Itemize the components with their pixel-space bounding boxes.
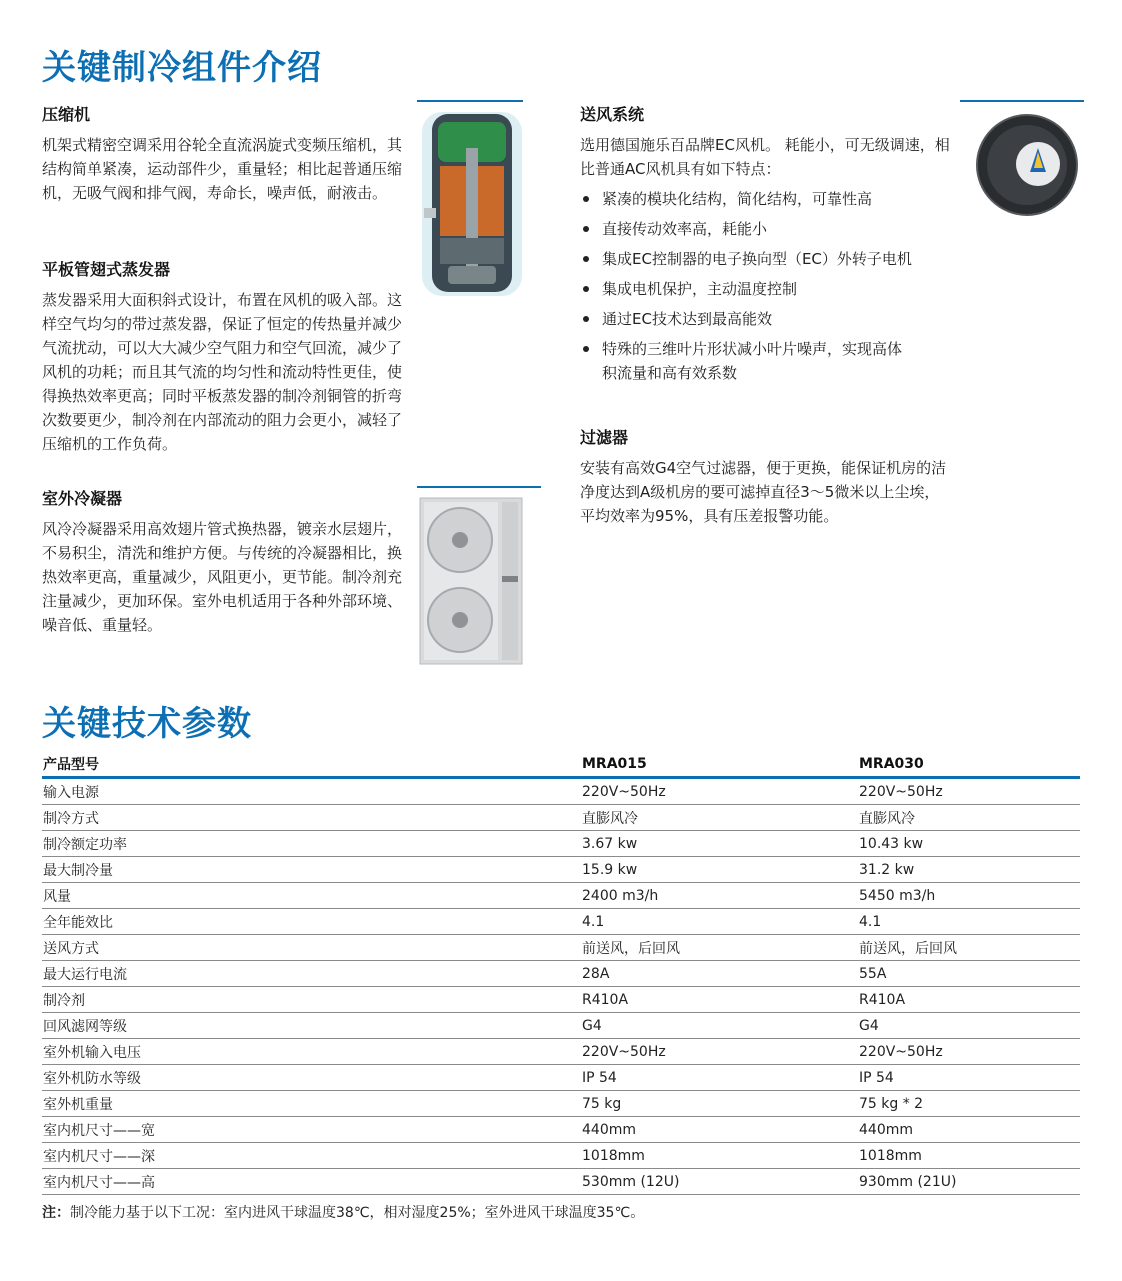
spec-label-cell: 最大制冷量: [42, 857, 581, 883]
fan-heading: 送风系统: [580, 105, 645, 124]
spec-mra030-cell: 55A: [858, 961, 1080, 987]
spec-mra015-cell: 440mm: [581, 1117, 858, 1143]
note-label: 注：: [42, 1205, 70, 1221]
compressor-text: 机架式精密空调采用谷轮全直流涡旋式变频压缩机，其结构简单紧凑，运动部件少，重量轻；相比起普通压缩机，无吸气阀和排气阀，寿命长，噪声低，耐液击。: [42, 136, 403, 202]
spec-label-cell: 回风滤网等级: [42, 1013, 581, 1039]
spec-label-cell: 室内机尺寸——高: [42, 1169, 581, 1195]
fan-feature-item: 通过EC技术达到最高能效: [580, 307, 952, 331]
table-row: [42, 857, 1080, 883]
spec-label-cell: 室外机重量: [42, 1091, 581, 1117]
spec-mra030-cell: 930mm (21U): [858, 1169, 1080, 1195]
spec-mra030-cell: 直膨风冷: [858, 805, 1080, 831]
spec-label-cell: 室外机输入电压: [42, 1039, 581, 1065]
evaporator-text: 蒸发器采用大面积斜式设计，布置在风机的吸入部。这样空气均匀的带过蒸发器，保证了恒定的传热量并减少气流扰动，可以大大减少空气阻力和空气回流，减少了风机的功耗；而且其气流的均匀性和流动特性更佳，使得换热效率更高；同时平板蒸发器的制冷剂铜管的折弯次数要更少，制冷剂在内部流动的阻力会更小，减轻了压缩机的工作负荷。: [42, 291, 403, 453]
spec-mra015-cell: 4.1: [581, 909, 858, 935]
section-title-components: 关键制冷组件介绍: [42, 48, 322, 88]
fan-feature-item: 集成EC控制器的电子换向型（EC）外转子电机: [580, 247, 952, 271]
spec-mra030-cell: 4.1: [858, 909, 1080, 935]
spec-label-cell: 风量: [42, 883, 581, 909]
spec-mra030-cell: 440mm: [858, 1117, 1080, 1143]
fan-section: [580, 102, 952, 391]
spec-mra030-cell: IP 54: [858, 1065, 1080, 1091]
spec-label-cell: 室内机尺寸——宽: [42, 1117, 581, 1143]
spec-mra015-cell: 75 kg: [581, 1091, 858, 1117]
spec-mra030-cell: R410A: [858, 987, 1080, 1013]
compressor-heading: 压缩机: [42, 105, 91, 124]
fan-feature-list: [580, 187, 952, 385]
spec-mra030-cell: 1018mm: [858, 1143, 1080, 1169]
spec-mra015-cell: G4: [581, 1013, 858, 1039]
note-text: 制冷能力基于以下工况：室内进风干球温度38℃，相对湿度25%；室外进风干球温度35℃。: [70, 1205, 645, 1221]
header-mra030: MRA030: [858, 752, 1080, 778]
condenser-image-rule: [417, 486, 541, 488]
spec-mra030-cell: 220V~50Hz: [858, 1039, 1080, 1065]
table-row: [42, 961, 1080, 987]
table-row: [42, 909, 1080, 935]
evaporator-heading: 平板管翅式蒸发器: [42, 260, 171, 279]
table-row: [42, 1117, 1080, 1143]
compressor-image: [418, 108, 528, 300]
spec-mra030-cell: 31.2 kw: [858, 857, 1080, 883]
spec-label-cell: 制冷剂: [42, 987, 581, 1013]
spec-mra030-cell: 前送风，后回风: [858, 935, 1080, 961]
table-row: [42, 1143, 1080, 1169]
header-product-model: 产品型号: [42, 752, 581, 778]
spec-mra030-cell: G4: [858, 1013, 1080, 1039]
table-row: [42, 1065, 1080, 1091]
spec-mra015-cell: 2400 m3/h: [581, 883, 858, 909]
spec-label-cell: 送风方式: [42, 935, 581, 961]
spec-mra015-cell: 220V~50Hz: [581, 1039, 858, 1065]
table-row: [42, 987, 1080, 1013]
ec-fan-image: [976, 112, 1078, 218]
compressor-image-rule: [417, 100, 523, 102]
condenser-section: [42, 486, 408, 637]
table-row: [42, 805, 1080, 831]
compressor-section: [42, 102, 408, 205]
fan-feature-item: 直接传动效率高，耗能小: [580, 217, 952, 241]
fan-feature-item: 集成电机保护，主动温度控制: [580, 277, 952, 301]
spec-mra015-cell: 前送风，后回风: [581, 935, 858, 961]
table-row: [42, 831, 1080, 857]
table-row: [42, 1039, 1080, 1065]
section-title-specs: 关键技术参数: [42, 704, 252, 744]
spec-mra030-cell: 220V~50Hz: [858, 778, 1080, 805]
spec-mra015-cell: 220V~50Hz: [581, 778, 858, 805]
spec-label-cell: 制冷方式: [42, 805, 581, 831]
header-mra015: MRA015: [581, 752, 858, 778]
evaporator-section: [42, 257, 408, 456]
spec-mra030-cell: 10.43 kw: [858, 831, 1080, 857]
spec-mra030-cell: 5450 m3/h: [858, 883, 1080, 909]
spec-mra015-cell: 3.67 kw: [581, 831, 858, 857]
outdoor-condenser-image: [418, 496, 524, 666]
spec-label-cell: 输入电源: [42, 778, 581, 805]
spec-mra015-cell: IP 54: [581, 1065, 858, 1091]
filter-section: [580, 425, 952, 528]
spec-label-cell: 室内机尺寸——深: [42, 1143, 581, 1169]
spec-label-cell: 全年能效比: [42, 909, 581, 935]
spec-label-cell: 制冷额定功率: [42, 831, 581, 857]
spec-label-cell: 最大运行电流: [42, 961, 581, 987]
table-row: [42, 1169, 1080, 1195]
table-row: [42, 778, 1080, 805]
spec-label-cell: 室外机防水等级: [42, 1065, 581, 1091]
filter-heading: 过滤器: [580, 428, 629, 447]
spec-table-header: [42, 752, 1080, 778]
filter-text: 安装有高效G4空气过滤器，便于更换，能保证机房的洁净度达到A级机房的要可滤掉直径3～5微米以上尘埃，平均效率为95%，具有压差报警功能。: [580, 459, 947, 525]
spec-mra015-cell: 28A: [581, 961, 858, 987]
fan-intro: 选用德国施乐百品牌EC风机。 耗能小，可无级调速，相比普通AC风机具有如下特点：: [580, 136, 950, 178]
spec-mra030-cell: 75 kg * 2: [858, 1091, 1080, 1117]
fan-feature-item: 紧凑的模块化结构，简化结构，可靠性高: [580, 187, 952, 211]
table-row: [42, 935, 1080, 961]
spec-table: [42, 752, 1080, 1195]
table-row: [42, 1013, 1080, 1039]
table-row: [42, 883, 1080, 909]
table-row: [42, 1091, 1080, 1117]
condenser-text: 风冷冷凝器采用高效翅片管式换热器，镀亲水层翅片，不易积尘，清洗和维护方便。与传统的冷凝器相比，换热效率更高，重量减少，风阻更小，更节能。制冷剂充注量减少，更加环保。室外电机适用于各种外部环境、噪音低、重量轻。: [42, 520, 403, 634]
fan-image-rule: [960, 100, 1084, 102]
spec-table-body: [42, 778, 1080, 1195]
fan-feature-item: 特殊的三维叶片形状减小叶片噪声，实现高体积流量和高有效系数: [580, 337, 902, 385]
spec-mra015-cell: R410A: [581, 987, 858, 1013]
spec-note: [42, 1202, 644, 1222]
condenser-heading: 室外冷凝器: [42, 489, 123, 508]
spec-mra015-cell: 15.9 kw: [581, 857, 858, 883]
spec-mra015-cell: 1018mm: [581, 1143, 858, 1169]
spec-mra015-cell: 直膨风冷: [581, 805, 858, 831]
spec-mra015-cell: 530mm (12U): [581, 1169, 858, 1195]
